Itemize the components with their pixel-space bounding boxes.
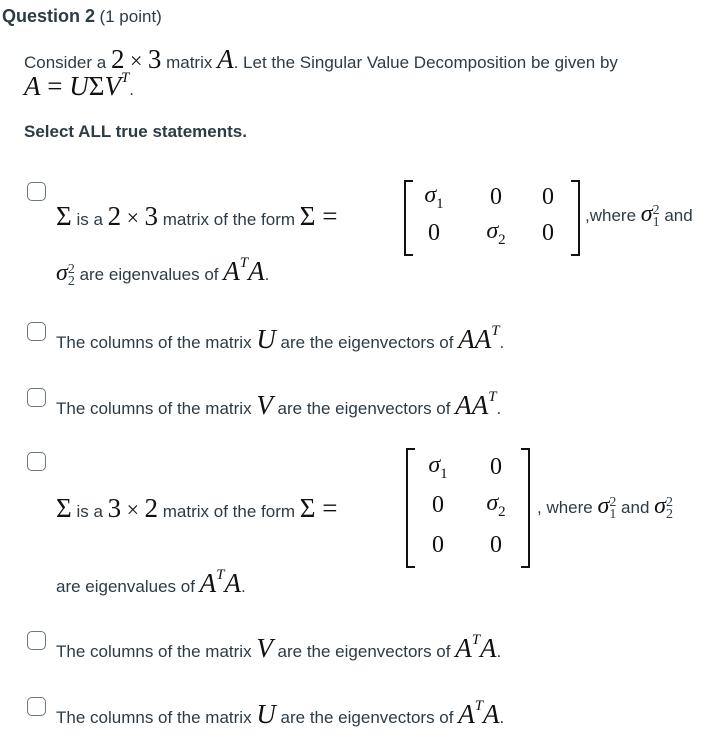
option-2-checkbox[interactable] (27, 322, 46, 341)
option-1-after: ,where σ2 1 and (585, 201, 693, 230)
option-4-checkbox[interactable] (27, 452, 46, 471)
intro-equation: A = UΣVT. (24, 70, 135, 101)
question-points: (1 point) (99, 7, 162, 26)
option-4-line-2: are eigenvalues of ATA. (56, 567, 246, 598)
option-3-text: The columns of the matrix V are the eigenvectors of AAT. (56, 389, 502, 420)
question-header (2, 6, 162, 27)
option-4-matrix: $\sigma_1$ 0 0 $\sigma_2$ 0 0 (406, 448, 530, 568)
option-2-text: The columns of the matrix U are the eigenvectors of AAT. (56, 323, 505, 354)
question-title: Question 2 (2, 6, 96, 26)
option-4-line-1: Σ is a 3 × 2 matrix of the form Σ = (56, 493, 338, 523)
option-5-checkbox[interactable] (27, 631, 46, 650)
option-1-line-2: σ2 2 are eigenvalues of ATA. (56, 255, 270, 289)
option-1-matrix: $\sigma_1$ 0 0 0 $\sigma_2$ 0 (404, 180, 580, 256)
option-4-after: , where σ2 1 and σ2 2 (537, 493, 673, 522)
option-1-line-1: Σ is a 2 × 3 matrix of the form Σ = (56, 201, 338, 231)
option-5-text: The columns of the matrix V are the eigenvectors of ATA. (56, 632, 502, 663)
option-6-checkbox[interactable] (27, 697, 46, 716)
instruction: Select ALL true statements. (24, 122, 247, 141)
intro-line-1: Consider a 2 × 3 matrix A. Let the Singular Value Decomposition be given by (24, 44, 618, 74)
option-1-checkbox[interactable] (27, 182, 46, 201)
option-3-checkbox[interactable] (27, 388, 46, 407)
option-6-text: The columns of the matrix U are the eigenvectors of ATA. (56, 698, 505, 729)
